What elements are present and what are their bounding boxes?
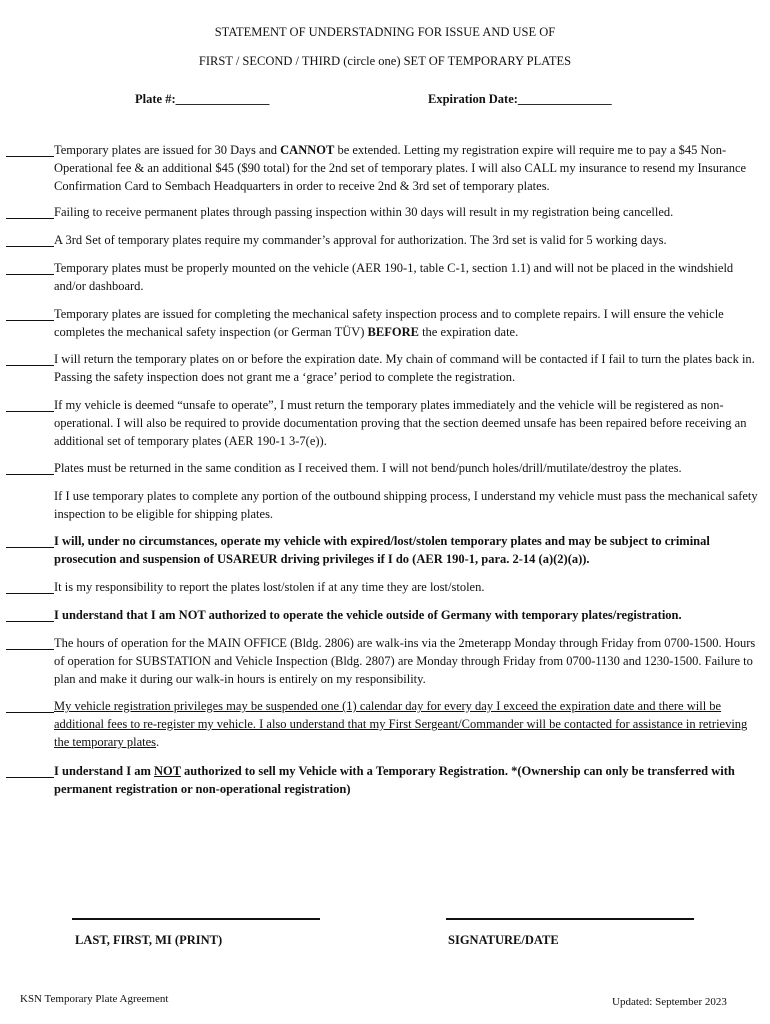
statement-item	[6, 396, 758, 450]
statement-text-run: If my vehicle is deemed “unsafe to operate”, I must return the temporary plates immediately and the vehicle will be registered as non-operational. I will also be required to provide documentation proving that the section deemed unsafe has been repaired before receiving an additional set of temporary plates (AER 190-1 3-7(e)).	[54, 398, 747, 448]
initials-blank	[6, 638, 54, 650]
statement-text-run: .	[156, 735, 160, 749]
initials-blank	[6, 701, 54, 713]
initials-blank	[6, 463, 54, 475]
initials-blank	[6, 235, 54, 247]
initials-blank	[6, 309, 54, 321]
statement-item	[6, 141, 758, 195]
statement-text-run: be extended. Letting my registration expire will require me to pay a $45 Non-Operational fee & an additional $45 ($90 total) for the 2nd set of temporary plates. I will also CALL my insurance to resend my Insurance Confirmation Card to Sembach Headquarters in order to receive 2nd & 3rd set of temporary plates.	[54, 143, 747, 193]
footer-document-name: KSN Temporary Plate Agreement	[20, 993, 169, 1005]
statement-text-run: Temporary plates are issued for completing the mechanical safety inspection process and to complete repairs. I will ensure the vehicle completes the mechanical safety inspection (or German TÜV)	[54, 307, 724, 339]
statement-text	[54, 459, 758, 477]
statement-text	[54, 231, 758, 249]
footer-updated-date: Updated: September 2023	[612, 996, 727, 1008]
statement-text	[54, 532, 758, 568]
statement-item	[6, 532, 758, 568]
statement-text	[54, 606, 758, 624]
print-name-line	[72, 918, 320, 920]
statement-text	[54, 259, 758, 295]
plate-number-field: Plate #:_______________	[135, 92, 270, 106]
statement-text-run: Temporary plates must be properly mounted on the vehicle (AER 190-1, table C-1, section 1.1) and will not be placed in the windshield and/or dashboard.	[54, 261, 734, 293]
statement-text-run: A 3rd Set of temporary plates require my commander’s approval for authorization. The 3rd set is valid for 5 working days.	[54, 233, 667, 247]
statement-text-run: The hours of operation for the MAIN OFFICE (Bldg. 2806) are walk-ins via the 2meterapp Monday through Friday from 0700-1500. Hours of operation for SUBSTATION and Vehicle Inspection (Bldg. 2807) are Monday through Friday from 0700-1130 and 1230-1500. Failure to plan and make it during our walk-in hours is entirely on my responsibility.	[54, 636, 756, 686]
statement-text-run: I will, under no circumstances, operate my vehicle with expired/lost/stolen temporary plates and may be subject to criminal prosecution and suspension of USAREUR driving privileges if I do (AER 190-1, para. 2-14 (a)(2)(a)).	[54, 534, 710, 566]
statement-text-run: authorized to sell my Vehicle with a Temporary Registration. *(Ownership can only be transferred with permanent registration or non-operational registration)	[54, 764, 735, 796]
statement-item	[6, 606, 758, 624]
statement-item	[6, 259, 758, 295]
document-title-line-1: STATEMENT OF UNDERSTADNING FOR ISSUE AND USE OF	[214, 25, 556, 39]
statement-item	[6, 305, 758, 341]
initials-blank	[6, 610, 54, 622]
expiration-date-field: Expiration Date:_______________	[428, 92, 612, 106]
statement-text-run: Plates must be returned in the same condition as I received them. I will not bend/punch holes/drill/mutilate/destroy the plates.	[54, 461, 682, 475]
signature-line	[446, 918, 694, 920]
statement-text-run: CANNOT	[280, 143, 335, 157]
statement-item	[6, 578, 758, 596]
statement-text-run: BEFORE	[367, 325, 419, 339]
statement-text	[54, 396, 758, 450]
statement-text-run: Temporary plates are issued for 30 Days and	[54, 143, 281, 157]
statement-text-run: Failing to receive permanent plates through passing inspection within 30 days will result in my registration being cancelled.	[54, 205, 674, 219]
statement-text-run: It is my responsibility to report the plates lost/stolen if at any time they are lost/stolen.	[54, 580, 485, 594]
initials-blank	[6, 207, 54, 219]
statement-text-run: I will return the temporary plates on or before the expiration date. My chain of command will be contacted if I fail to turn the plates back in. Passing the safety inspection does not grant me a ‘grace’ period to complete the registration.	[54, 352, 755, 384]
statement-item	[6, 231, 758, 249]
statement-item	[6, 487, 758, 523]
statement-text	[54, 487, 758, 523]
statement-text	[54, 305, 758, 341]
initials-blank	[6, 400, 54, 412]
statement-text-run: I understand I am	[54, 764, 155, 778]
statement-text	[54, 141, 758, 195]
initials-blank	[6, 145, 54, 157]
signature-date-label: SIGNATURE/DATE	[448, 933, 559, 947]
statement-item	[6, 634, 758, 688]
initials-blank	[6, 354, 54, 366]
statement-text-run: If I use temporary plates to complete any portion of the outbound shipping process, I understand my vehicle must pass the mechanical safety inspection to be eligible for shipping plates.	[54, 489, 758, 521]
statement-text-run: My vehicle registration privileges may be suspended one (1) calendar day for every day I exceed the expiration date and there will be additional fees to re-register my vehicle. I also understand that my First Sergeant/Commander will be contacted for assistance in retrieving the temporary plates	[54, 699, 748, 749]
statement-text-run: NOT	[154, 764, 181, 778]
initials-blank	[6, 536, 54, 548]
statement-text-run: the expiration date.	[418, 325, 519, 339]
statement-text	[54, 350, 758, 386]
initials-blank	[6, 263, 54, 275]
statement-text-run: I understand that I am NOT authorized to operate the vehicle outside of Germany with temporary plates/registration.	[54, 608, 682, 622]
statement-text	[54, 578, 758, 596]
initials-blank	[6, 766, 54, 778]
statement-item	[6, 203, 758, 221]
statement-text	[54, 203, 758, 221]
statement-item	[6, 697, 758, 751]
document-title-line-2: FIRST / SECOND / THIRD (circle one) SET OF TEMPORARY PLATES	[198, 54, 572, 68]
statement-text	[54, 634, 758, 688]
print-name-label: LAST, FIRST, MI (PRINT)	[75, 933, 223, 947]
statement-item	[6, 350, 758, 386]
statement-text	[54, 697, 758, 751]
initials-blank	[6, 582, 54, 594]
statement-text	[54, 762, 758, 798]
statement-item	[6, 459, 758, 477]
statement-item	[6, 762, 758, 798]
